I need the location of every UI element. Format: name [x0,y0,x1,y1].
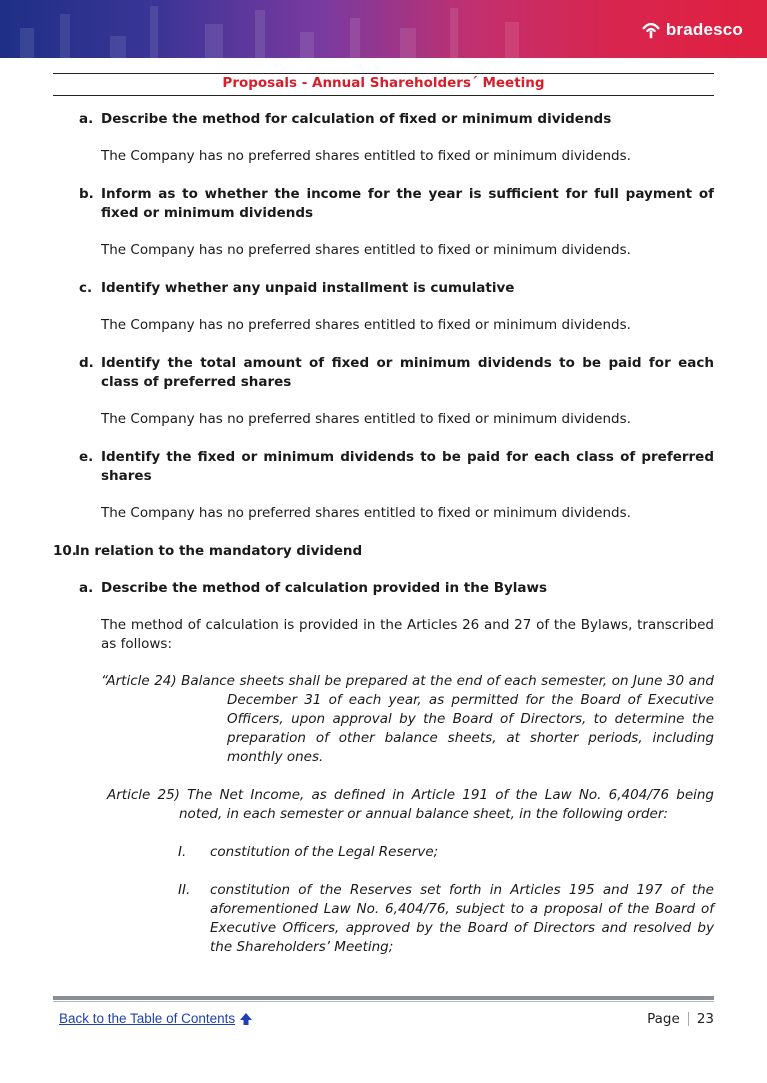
page-indicator [647,1011,714,1027]
section-number: 10. [53,543,77,559]
article-24-text: “Article 24) Balance sheets shall be prepared at the end of each semester, on June 30 and December 31 of each year, as permitted for the Board of Executive Officers, upon approval by the Board of Directors, to determine the preparation of other balance sheets, at shorter periods, including monthly ones. [101,673,714,765]
question-text: Identify the fixed or minimum dividends to be paid for each class of preferred shares [101,449,714,484]
footer-rule [53,996,714,1000]
question-heading [53,185,714,223]
roman-item-i [178,843,714,862]
answer-text: The Company has no preferred shares entitled to fixed or minimum dividends. [101,148,631,164]
document-title: Proposals - Annual Shareholders´ Meeting [222,75,545,91]
answer-text: The Company has no preferred shares entitled to fixed or minimum dividends. [101,317,631,333]
roman-numeral: I. [178,844,187,860]
back-to-toc-link[interactable] [59,1011,253,1026]
question-heading [53,110,714,129]
section-heading-10 [53,542,714,561]
title-rule-top [53,73,714,74]
roman-text: constitution of the Reserves set forth in Articles 195 and 197 of the aforementioned Law No. 6,404/76, subject to a proposal of the Board of Executive Officers, approved by the Board of Directors and resolved by the Shareholders’ Meeting; [210,882,714,955]
answer-text: The Company has no preferred shares entitled to fixed or minimum dividends. [101,505,631,521]
arrow-up-icon [239,1012,253,1026]
question-text: Describe the method for calculation of fixed or minimum dividends [101,111,612,127]
question-label: a. [79,111,94,127]
bradesco-logo [640,18,743,42]
question-text: Identify the total amount of fixed or minimum dividends to be paid for each class of preferred shares [101,355,714,390]
page-label: Page [647,1011,680,1027]
question-heading [53,354,714,392]
question-item-b [53,185,714,260]
question-text: Describe the method of calculation provided in the Bylaws [101,580,548,596]
roman-item-ii [178,881,714,957]
header-banner [0,0,767,58]
footer-rule-thin [53,1001,714,1002]
answer-text: The Company has no preferred shares entitled to fixed or minimum dividends. [101,242,631,258]
question-item-d [53,354,714,429]
question-label: c. [79,280,93,296]
question-label: e. [79,449,94,465]
article-25-text: Article 25) The Net Income, as defined in Article 191 of the Law No. 6,404/76 being noted, in each semester or annual balance sheet, in the following order: [107,787,714,822]
question-label: a. [79,580,94,596]
question-heading [53,448,714,486]
bradesco-tree-icon [640,19,662,41]
roman-text: constitution of the Legal Reserve; [210,844,439,860]
page-separator [688,1012,689,1026]
page-number: 23 [696,1011,714,1027]
question-item-a [53,110,714,166]
brand-name: bradesco [665,20,743,39]
question-item-e [53,448,714,523]
back-link-text: Back to the Table of Contents [59,1011,236,1026]
question-label: d. [79,355,94,371]
question-item-c [53,279,714,335]
answer-text: The Company has no preferred shares entitled to fixed or minimum dividends. [101,411,631,427]
question-text: Identify whether any unpaid installment is cumulative [101,280,515,296]
section-title: In relation to the mandatory dividend [75,543,363,559]
question-text: Inform as to whether the income for the year is sufficient for full payment of fixed or minimum dividends [101,186,714,221]
banner-decoration [0,0,560,58]
question-heading [53,279,714,298]
intro-text: The method of calculation is provided in the Articles 26 and 27 of the Bylaws, transcribed as follows: [101,617,714,652]
title-rule-bottom [53,95,714,96]
question-heading-10a [53,579,714,598]
question-label: b. [79,186,94,202]
roman-numeral: II. [178,882,191,898]
page-content [53,110,714,957]
